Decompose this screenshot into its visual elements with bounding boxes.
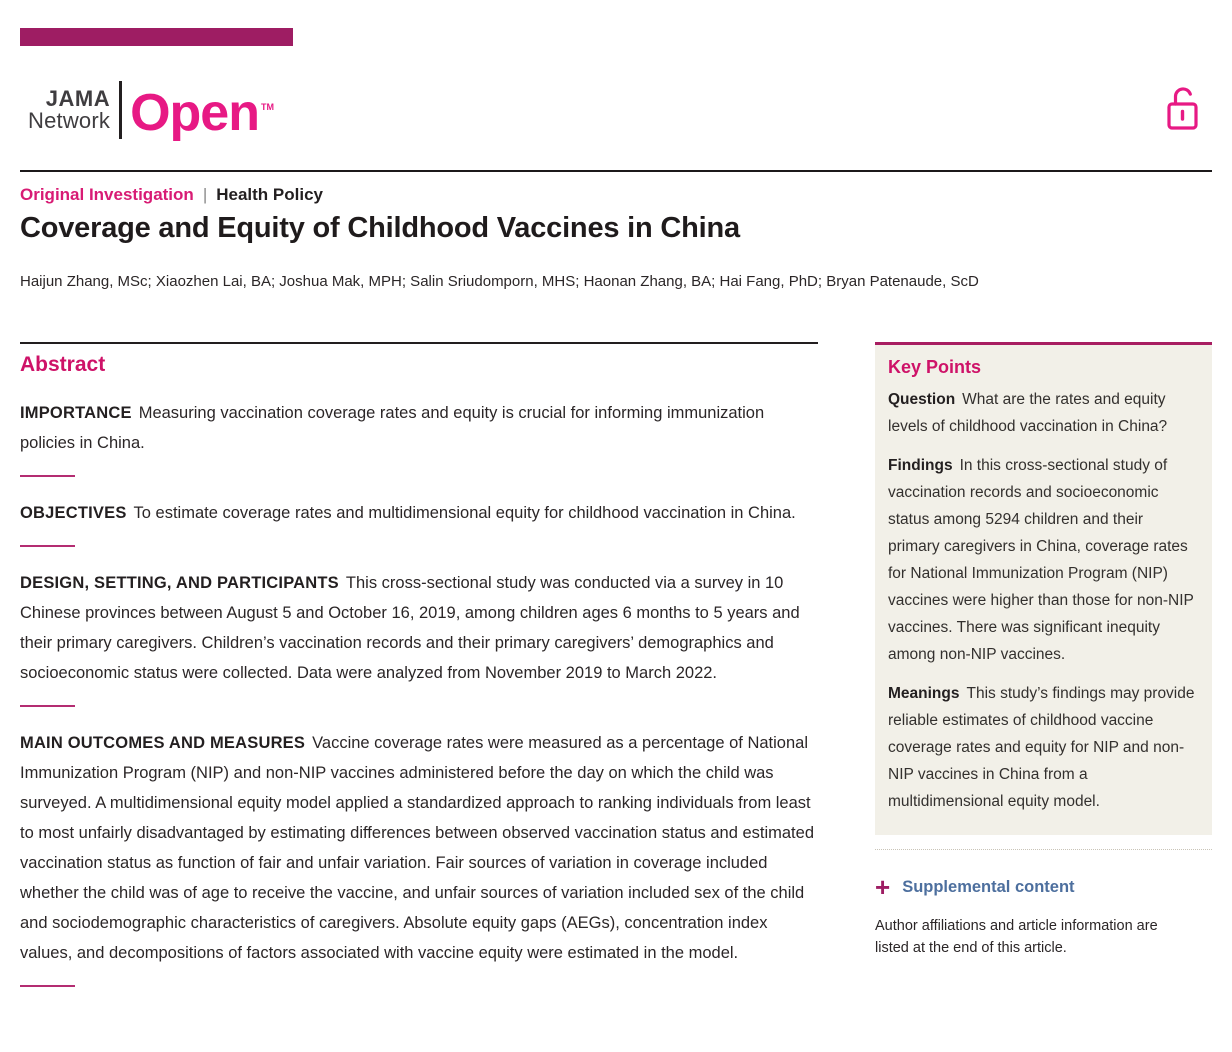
- key-point-label: Meanings: [888, 685, 960, 702]
- abstract-column: [20, 342, 818, 989]
- trademark-symbol: TM: [261, 102, 274, 112]
- abstract-section-importance: [20, 398, 818, 458]
- kicker-topic: Health Policy: [216, 185, 323, 204]
- key-points-sidebar: [875, 342, 1212, 959]
- section-divider: [20, 545, 75, 547]
- key-points-box: [875, 345, 1212, 835]
- article-kicker: [20, 185, 323, 205]
- key-point-meanings: [888, 680, 1198, 815]
- jama-network-open-logo[interactable]: [28, 78, 274, 142]
- abstract-section-objectives: [20, 498, 818, 528]
- brand-bar: [20, 28, 293, 46]
- key-point-text: This study’s findings may provide reliable estimates of childhood vaccine coverage rates and equity for NIP and non-NIP vaccines in China from a multidimensional equity model.: [888, 685, 1195, 810]
- key-point-label: Question: [888, 391, 956, 408]
- section-divider: [20, 985, 75, 987]
- section-label: DESIGN, SETTING, AND PARTICIPANTS: [20, 574, 339, 592]
- section-label: OBJECTIVES: [20, 504, 127, 522]
- open-access-lock-icon: [1160, 82, 1204, 134]
- key-point-text: What are the rates and equity levels of childhood vaccination in China?: [888, 391, 1168, 435]
- section-text: This cross-sectional study was conducted via a survey in 10 Chinese provinces between August 5 and October 16, 2019, among children ages 6 months to 5 years and their primary caregivers. Children’s vaccination records and their primary caregivers’ demographics and socioeconomic status were collected. Data were analyzed from November 2019 to March 2022.: [20, 574, 800, 682]
- page-title: Coverage and Equity of Childhood Vaccines in China: [20, 212, 740, 244]
- supplemental-content-link[interactable]: [875, 872, 1212, 902]
- section-text: Vaccine coverage rates were measured as a percentage of National Immunization Program (NIP) and non-NIP vaccines administered before the day on which the child was surveyed. A multidimensional equity model applied a standardized approach to ranking individuals from least to most unfairly disadvantaged by estimating differences between observed vaccination status and estimated vaccination status as function of fair and unfair variation. Fair sources of variation in coverage included whether the child was of age to receive the vaccine, and unfair sources of variation included sex of the child and sociodemographic characteristics of caregivers. Absolute equity gaps (AEGs), concentration index values, and decompositions of factors associated with vaccine equity were estimated in the model.: [20, 734, 814, 962]
- kicker-separator: |: [202, 185, 208, 204]
- section-label: MAIN OUTCOMES AND MEASURES: [20, 734, 306, 752]
- affiliations-note: Author affiliations and article information are listed at the end of this article.: [875, 918, 1158, 956]
- abstract-heading: Abstract: [20, 353, 106, 376]
- logo-open-text: Open TM: [122, 78, 274, 142]
- key-point-findings: [888, 452, 1198, 668]
- key-points-heading: Key Points: [888, 357, 982, 377]
- supplemental-content-label: Supplemental content: [902, 877, 1075, 896]
- author-byline: Haijun Zhang, MSc; Xiaozhen Lai, BA; Joshua Mak, MPH; Salin Sriudomporn, MHS; Haonan Zhang, BA; Hai Fang, PhD; Bryan Patenaude, ScD: [20, 273, 979, 290]
- abstract-section-outcomes: [20, 728, 818, 968]
- sidebar-dotted-divider: [875, 849, 1212, 850]
- plus-icon: +: [875, 872, 891, 902]
- key-point-question: [888, 386, 1198, 440]
- section-label: IMPORTANCE: [20, 404, 132, 422]
- section-divider: [20, 475, 75, 477]
- key-point-label: Findings: [888, 457, 953, 474]
- logo-jama-text: JAMA: [45, 85, 111, 111]
- kicker-category: Original Investigation: [20, 185, 194, 204]
- logo-network-text: Network: [28, 108, 111, 133]
- abstract-section-design: [20, 568, 818, 688]
- jama-network-wordmark: [28, 78, 119, 142]
- abstract-top-rule: [20, 342, 818, 344]
- header-rule: [20, 170, 1212, 172]
- section-text: Measuring vaccination coverage rates and equity is crucial for informing immunization policies in China.: [20, 404, 765, 452]
- section-divider: [20, 705, 75, 707]
- key-point-text: In this cross-sectional study of vaccination records and socioeconomic status among 5294 children and their primary caregivers in China, coverage rates for National Immunization Program (NIP) vaccines were higher than those for non-NIP vaccines. There was significant inequity among non-NIP vaccines.: [888, 457, 1194, 663]
- section-text: To estimate coverage rates and multidimensional equity for childhood vaccination in China.: [133, 504, 796, 522]
